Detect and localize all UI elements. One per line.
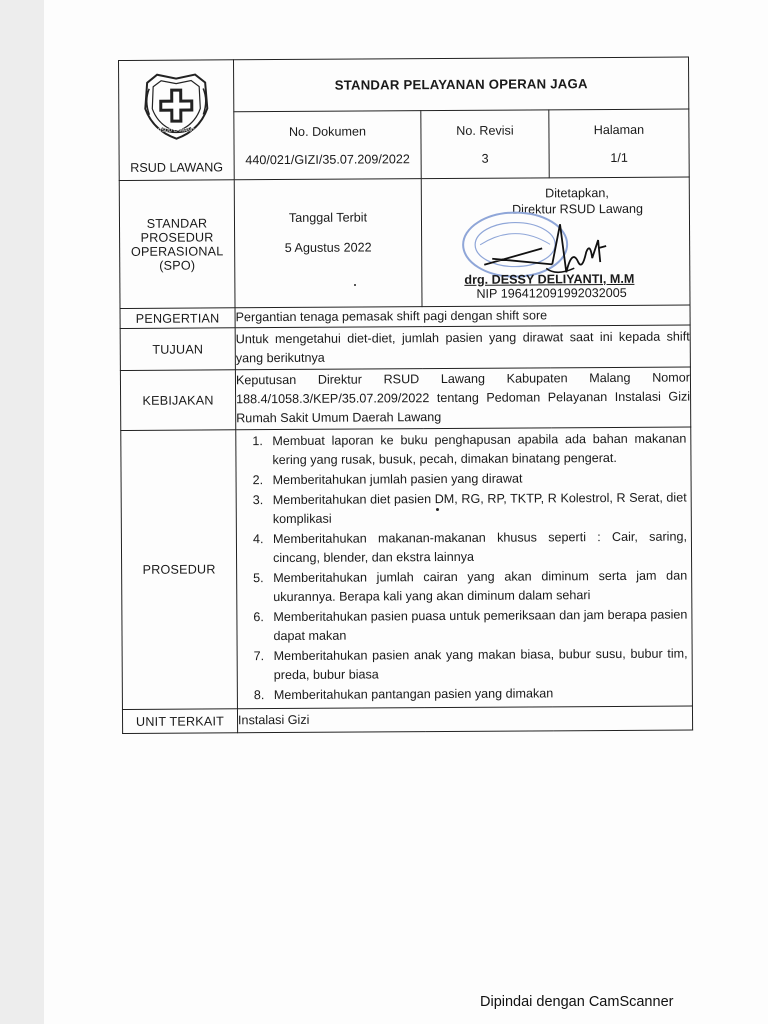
signer-name: drg. DESSY DELIYANTI, M.M: [464, 271, 635, 287]
spo-document-table: [118, 57, 693, 734]
approval-title: Direktur RSUD Lawang: [512, 201, 643, 217]
revision-cell: [421, 110, 549, 179]
prosedur-item: 7. Memberitahukan pasien anak yang makan biasa, bubur susu, bubur tim, preda, bubur biasa: [268, 645, 688, 686]
spo-label-line-4: (SPO): [159, 258, 196, 273]
issue-date-label: Tanggal Terbit: [288, 209, 368, 225]
spo-label-line-3: OPERASIONAL: [130, 243, 224, 259]
prosedur-item: 4. Memberitahukan makanan-makanan khusus seperti : Cair, saring, cincang, blender, dan ekstra lainnya: [267, 528, 687, 569]
revision-label: No. Revisi: [456, 123, 514, 138]
unit-terkait-label: UNIT TERKAIT: [122, 709, 237, 734]
hospital-logo-icon: [139, 68, 213, 142]
tujuan-label: TUJUAN: [120, 328, 235, 371]
doc-number-label: No. Dokumen: [288, 123, 366, 139]
spo-label-line-2: PROSEDUR: [140, 229, 214, 245]
document-title-cell: [234, 57, 689, 112]
unit-terkait-text: Instalasi Gizi: [237, 706, 692, 733]
logo-cell: [119, 60, 235, 181]
prosedur-item: 5. Memberitahukan jumlah cairan yang akan diminum serta jam dan ukurannya. Berapa kali yang akan diminum dalam sehari: [267, 567, 687, 608]
document-title: STANDAR PELAYANAN OPERAN JAGA: [334, 76, 588, 93]
prosedur-item: 8. Memberitahukan pantangan pasien yang dimakan: [268, 684, 688, 706]
page-label: Halaman: [593, 122, 645, 137]
doc-number-cell: [234, 111, 421, 180]
doc-number-value: 440/021/GIZI/35.07.209/2022: [245, 151, 410, 167]
hospital-name: RSUD LAWANG: [130, 159, 224, 175]
scan-speck: [354, 284, 356, 286]
spo-label-cell: [119, 180, 235, 309]
prosedur-item: 1. Membuat laporan ke buku penghapusan apabila ada bahan makanan kering yang rusak, busuk, pecah, dimakan binatang pengerat.: [266, 430, 686, 471]
prosedur-item: 6. Memberitahukan pasien puasa untuk pemeriksaan dan jam berapa pasien dapat makan: [267, 606, 687, 647]
approval-cell: [421, 177, 690, 307]
revision-value: 3: [481, 151, 489, 166]
camscanner-watermark: Dipindai dengan CamScanner: [480, 994, 674, 1010]
page-value: 1/1: [610, 150, 628, 165]
prosedur-cell: [236, 427, 693, 709]
prosedur-item: 3. Memberitahukan diet pasien DM, RG, RP, TKTP, R Kolestrol, R Serat, diet komplikasi: [267, 489, 687, 530]
scan-speck: [436, 508, 439, 511]
signer-nip: NIP 196412091992032005: [476, 285, 627, 301]
page-cell: [549, 109, 689, 178]
prosedur-list: [236, 428, 692, 709]
issue-date-cell: [234, 179, 422, 308]
prosedur-label: PROSEDUR: [121, 430, 238, 710]
prosedur-item: 2. Memberitahukan jumlah pasien yang dirawat: [267, 469, 687, 491]
issue-date-value: 5 Agustus 2022: [284, 239, 372, 255]
pengertian-text: Pergantian tenaga pemasak shift pagi dengan shift sore: [235, 305, 690, 328]
kebijakan-text: Keputusan Direktur RSUD Lawang Kabupaten Malang Nomor 188.4/1058.3/KEP/35.07.209/2022 tentang Pedoman Pelayanan Instalasi Gizi Rumah Sakit Umum Daerah Lawang: [235, 367, 690, 430]
pengertian-label: PENGERTIAN: [120, 308, 235, 329]
tujuan-text: Untuk mengetahui diet-diet, jumlah pasien yang dirawat saat ini kepada shift yang berikutnya: [235, 325, 690, 370]
approval-heading: Ditetapkan,: [545, 185, 609, 200]
spo-label-line-1: STANDAR: [146, 215, 208, 231]
kebijakan-label: KEBIJAKAN: [120, 370, 235, 431]
logo-ribbon-text: RSUD LAWANG: [157, 127, 195, 134]
